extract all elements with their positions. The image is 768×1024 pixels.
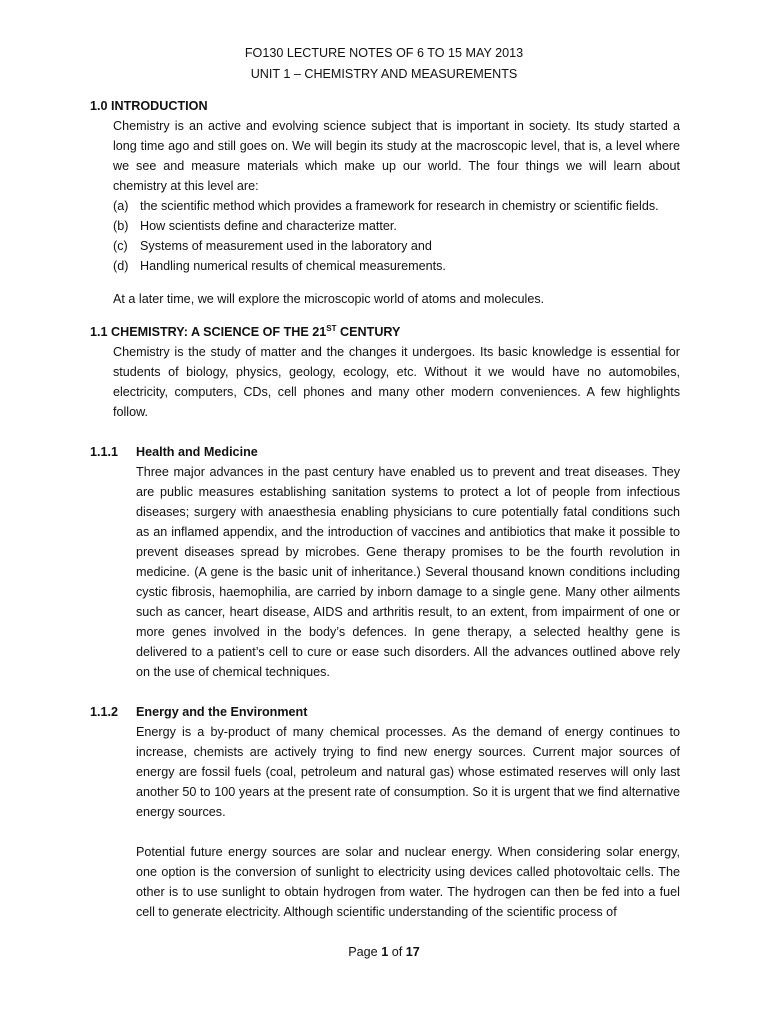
- list-item: (b) How scientists define and characterize matter.: [113, 219, 397, 233]
- section-chemistry-21st-century: [90, 322, 680, 422]
- subsection-paragraph: Three major advances in the past century have enabled us to prevent and treat diseases. They are public measures establishing sanitation systems to protect a lot of people from infectious diseases; surgery with anaesthesia enabling physicians to cure potentially fatal conditions such as an inflamed appendix, and the introduction of vaccines and antibiotics that make it possible to prevent diseases spread by microbes. Gene therapy promises to be the fourth revolution in medicine. (A gene is the basic unit of inheritance.) Several thousand known conditions including cystic fibrosis, haemophilia, are carried by inborn damage to a single gene. Many other ailments such as cancer, heart disease, AIDS and arthritis result, to an extent, from impairment of one or more genes involved in the body’s defences. In gene therapy, a selected healthy gene is delivered to a patient’s cell to cure or ease such disorders. All the advances outlined above rely on the use of chemical techniques.: [136, 465, 680, 679]
- energy-paragraph-2-block: [90, 842, 680, 922]
- subsection-health-medicine: [90, 442, 680, 682]
- section-heading: 1.1 CHEMISTRY: A SCIENCE OF THE 21ST CENTURY: [90, 324, 401, 339]
- subsection-title: Health and Medicine: [136, 445, 258, 459]
- section-introduction: [90, 96, 680, 276]
- header-line-1: FO130 LECTURE NOTES OF 6 TO 15 MAY 2013: [244, 46, 524, 60]
- subsection-number: 1.1.2: [90, 705, 119, 719]
- document-header: [0, 43, 768, 85]
- list-item: (d) Handling numerical results of chemical measurements.: [113, 259, 446, 273]
- subsection-paragraph: Potential future energy sources are solar and nuclear energy. When considering solar energy, one option is the conversion of sunlight to electricity using devices called photovoltaic cells. The other is to use sunlight to obtain hydrogen from water. The hydrogen can then be fed into a fuel cell to generate electricity. Although scientific understanding of the scientific process of: [136, 845, 680, 919]
- subsection-paragraph: Energy is a by-product of many chemical processes. As the demand of energy continues to increase, chemists are actively trying to find new energy sources. Current major sources of energy are fossil fuels (coal, petroleum and natural gas) whose estimated reserves will only last another 50 to 100 years at the present rate of consumption. So it is urgent that we find alternative energy sources.: [136, 725, 680, 819]
- subsection-energy-environment: [90, 702, 680, 822]
- total-page-count: 17: [405, 945, 420, 959]
- section-heading: 1.0 INTRODUCTION: [90, 99, 208, 113]
- section-paragraph: Chemistry is the study of matter and the changes it undergoes. Its basic knowledge is essential for students of biology, physics, geology, ecology, etc. Without it we would have no automobiles, electricity, computers, CDs, cell phones and many other modern conveniences. A few highlights follow.: [113, 345, 680, 419]
- subsection-number: 1.1.1: [90, 445, 119, 459]
- list-item: (c) Systems of measurement used in the laboratory and: [113, 239, 432, 253]
- intro-list: [113, 196, 680, 276]
- current-page-number: 1: [381, 945, 389, 959]
- subsection-title: Energy and the Environment: [136, 705, 308, 719]
- page-footer: Page 1 of 17: [348, 945, 420, 959]
- intro-closing-block: [90, 289, 680, 309]
- intro-paragraph: Chemistry is an active and evolving science subject that is important in society. Its study started a long time ago and still goes on. We will begin its study at the macroscopic level, that is, a level where we see and measure materials which make up our world. The four things we will learn about chemistry at this level are:: [113, 119, 680, 193]
- header-line-2: UNIT 1 – CHEMISTRY AND MEASUREMENTS: [250, 67, 518, 81]
- list-item: (a) the scientific method which provides a framework for research in chemistry or scientific fields.: [113, 199, 659, 213]
- intro-closing: At a later time, we will explore the microscopic world of atoms and molecules.: [113, 292, 545, 306]
